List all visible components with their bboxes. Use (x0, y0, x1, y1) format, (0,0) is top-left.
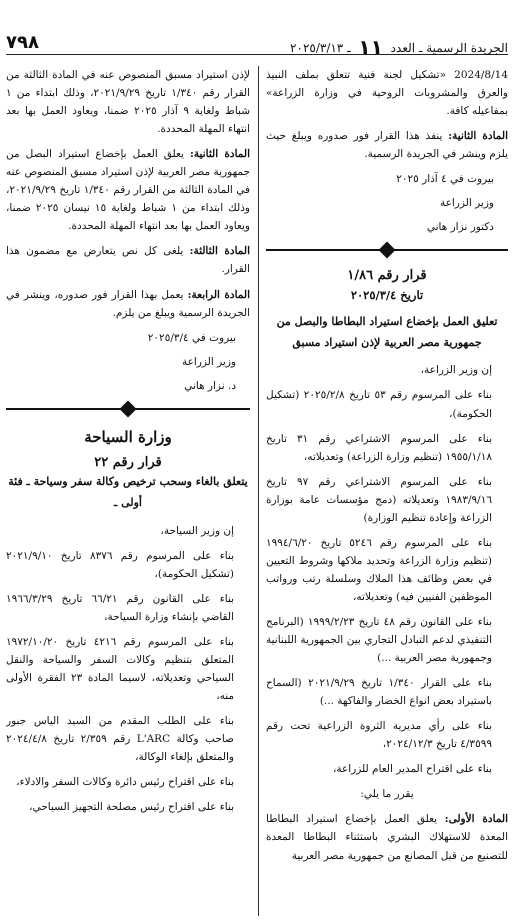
left-column (6, 66, 250, 923)
issue-number: ١١ (358, 35, 383, 59)
recital: بناء على المرسوم رقم ٥٢٤٦ تاريخ ١٩٩٤/٦/٢٠ (تنظيم وزارة الزراعة وتحديد ملاكها وشروط التعيين في بعض وظائف هذا الملاك وسلسلة رتب ورواتب الموظفين الفنيين فيه) وتعديلاته، (266, 536, 492, 603)
article-text: يعمل بهذا القرار فور صدوره، وينشر في الجريدة الرسمية ويبلغ من يلزم. (6, 288, 250, 319)
signature-date: بيروت في ٤ آذار ٢٠٢٥ (396, 173, 494, 186)
decision-subject: تعليق العمل بإخضاع استيراد البطاطا والبصل من جمهورية مصر العربية لإذن استيراد مسبق (276, 314, 498, 349)
signature-minister: وزير الزراعة (182, 355, 236, 368)
recital: بناء على اقتراح رئيس دائرة وكالات السفر والادلاء، (16, 776, 234, 789)
intro-paragraph: 2024/8/14 «تشكيل لجنة فنية تتعلق بملف النبيذ والعرق والمشروبات الروحية في وزارة الزراعة» بمفاعيله كافة. (266, 69, 508, 118)
article-2 (6, 145, 250, 235)
decision-subject: يتعلق بالغاء وسحب ترخيص وكالة سفر وسياحة ـ فئة أولى ـ (8, 475, 248, 509)
article-text: يعلق العمل بإخضاع استيراد البصل من جمهورية مصر العربية لإذن استيراد مسبق المنصوص عنه في المادة الثالثة من القرار رقم ١/٣٤٠ تاريخ ٢٠٢١/٩/٢٩، وذلك ابتداء من ١ شباط ولغاية ١٥ نيسان ٢٠٢٥ ضمنا، ويعاود العمل بها بعد انتهاء المهلة المحددة. (6, 148, 250, 233)
page-number: ٧٩٨ (6, 32, 39, 53)
right-column (266, 66, 508, 923)
column-divider (258, 66, 259, 916)
recital: بناء على رأي مديرية الثروة الزراعية تحت رقم ٤/٣٥٩٩ تاريخ ٢٠٢٤/١٢/٣، (266, 720, 492, 751)
ministry-heading: وزارة السياحة (84, 427, 172, 446)
recital: بناء على المرسوم رقم ٨٣٧٦ تاريخ ٢٠٢١/٩/١٠ (تشكيل الحكومة)، (6, 549, 234, 580)
article-3 (6, 242, 250, 278)
recital: بناء على القانون رقم ٦٦/٢١ تاريخ ١٩٦٦/٣/٢٩ القاضي بإنشاء وزارة السياحة، (6, 592, 234, 624)
header-title (290, 30, 508, 64)
signature-name: دكتور نزار هاني (426, 221, 494, 234)
recital: بناء على اقتراح المدير العام للزراعة، (332, 763, 492, 776)
recital: بناء على المرسوم الاشتراعي رقم ٣١ تاريخ ١٩٥٥/١/١٨ (تنظيم وزارة الزراعة) وتعديلاته، (266, 432, 492, 463)
decision-date: تاريخ ٢٠٢٥/٣/٤ (350, 287, 424, 302)
recital: بناء على الطلب المقدم من السيد الياس جبور صاحب وكالة L'ARC رقم ٢/٣٥٩ تاريخ ٢٠٢٤/٤/٨ والمتعلق بإلغاء الوكالة، (6, 715, 234, 764)
opening-line: إن وزير الزراعة، (420, 364, 492, 377)
gazette-title: الجريدة الرسمية ـ العدد (390, 41, 508, 55)
article-1 (266, 810, 508, 864)
article-text: يعلق العمل بإخضاع استيراد البطاطا المعدة للاستهلاك البشري باستثناء البطاطا المعدة للتصنيع من قبل المصانع من جمهورية مصر العربية (266, 813, 508, 862)
recital: بناء على المرسوم الاشتراعي رقم ٩٧ تاريخ ١٩٨٣/٩/١٦ وتعديلاته (دمج مؤسسات عامة بوزارة الزراعة وإعادة تنظيم الوزارة) (266, 475, 492, 524)
section-separator (6, 403, 250, 415)
recital: بناء على المرسوم رقم ٤٢١٦ تاريخ ١٩٧٢/١٠/٢٠ المتعلق بتنظيم وكالات السفر والسياحة والنقل السياحي وتعديلاته، لاسيما المادة ٢٣ الفقرة الأولى منه، (6, 636, 235, 703)
decision-title: قرار رقم ١/٨٦ (347, 268, 427, 284)
signature-minister: وزير الزراعة (440, 197, 494, 210)
resolves-line: يقرر ما يلي: (360, 788, 414, 801)
article-label: المادة الرابعة: (187, 288, 250, 301)
article-label: المادة الثالثة: (189, 245, 250, 258)
diamond-ornament (379, 242, 396, 259)
signature-date: بيروت في ٢٠٢٥/٣/٤ (147, 331, 236, 344)
opening-line: إن وزير السياحة، (160, 524, 234, 537)
article-text: يلغى كل نص يتعارض مع مضمون هذا القرار. (6, 245, 250, 276)
page-header (6, 28, 508, 59)
recital: بناء على المرسوم رقم ٥٣ تاريخ ٢٠٢٥/٢/٨ (تشكيل الحكومة)، (266, 389, 492, 420)
article-2 (266, 127, 508, 163)
article-4 (6, 286, 250, 322)
signature-name: د. نزار هاني (184, 379, 236, 392)
section-separator (266, 244, 508, 256)
continuation-paragraph: لإذن استيراد مسبق المنصوص عنه في المادة الثالثة من القرار رقم ١/٣٤٠ تاريخ ٢٠٢١/٩/٢٩، وذلك ابتداء من ١ شباط ولغاية ٩ آذار ٢٠٢٥ ضمنا، ويعاود العمل بها بعد انتهاء المهلة المحددة. (6, 69, 250, 136)
article-label: المادة الأولى: (444, 813, 508, 826)
article-text: ينفذ هذا القرار فور صدوره ويبلغ حيث يلزم وينشر في الجريدة الرسمية. (266, 130, 508, 161)
issue-date: ـ ٢٠٢٥/٣/١٣ (290, 41, 351, 55)
recital: بناء على اقتراح رئيس مصلحة التجهيز السياحي، (29, 801, 234, 814)
article-label: المادة الثانية: (448, 130, 508, 143)
decision-title: قرار رقم ٢٢ (94, 454, 162, 470)
diamond-ornament (120, 400, 137, 417)
recital: بناء على القانون رقم ٤٨ تاريخ ١٩٩٩/٢/٢٣ (البرنامج التنفيذي لدعم التبادل التجاري بين الجمهورية اللبنانية وجمهورية مصر العربية ...) (266, 615, 492, 665)
article-label: المادة الثانية: (190, 148, 250, 161)
recital: بناء على القرار ١/٣٤٠ تاريخ ٢٠٢١/٩/٢٩ (السماح باستيراد بعض انواع الخضار والفاكهة ...) (266, 677, 492, 708)
